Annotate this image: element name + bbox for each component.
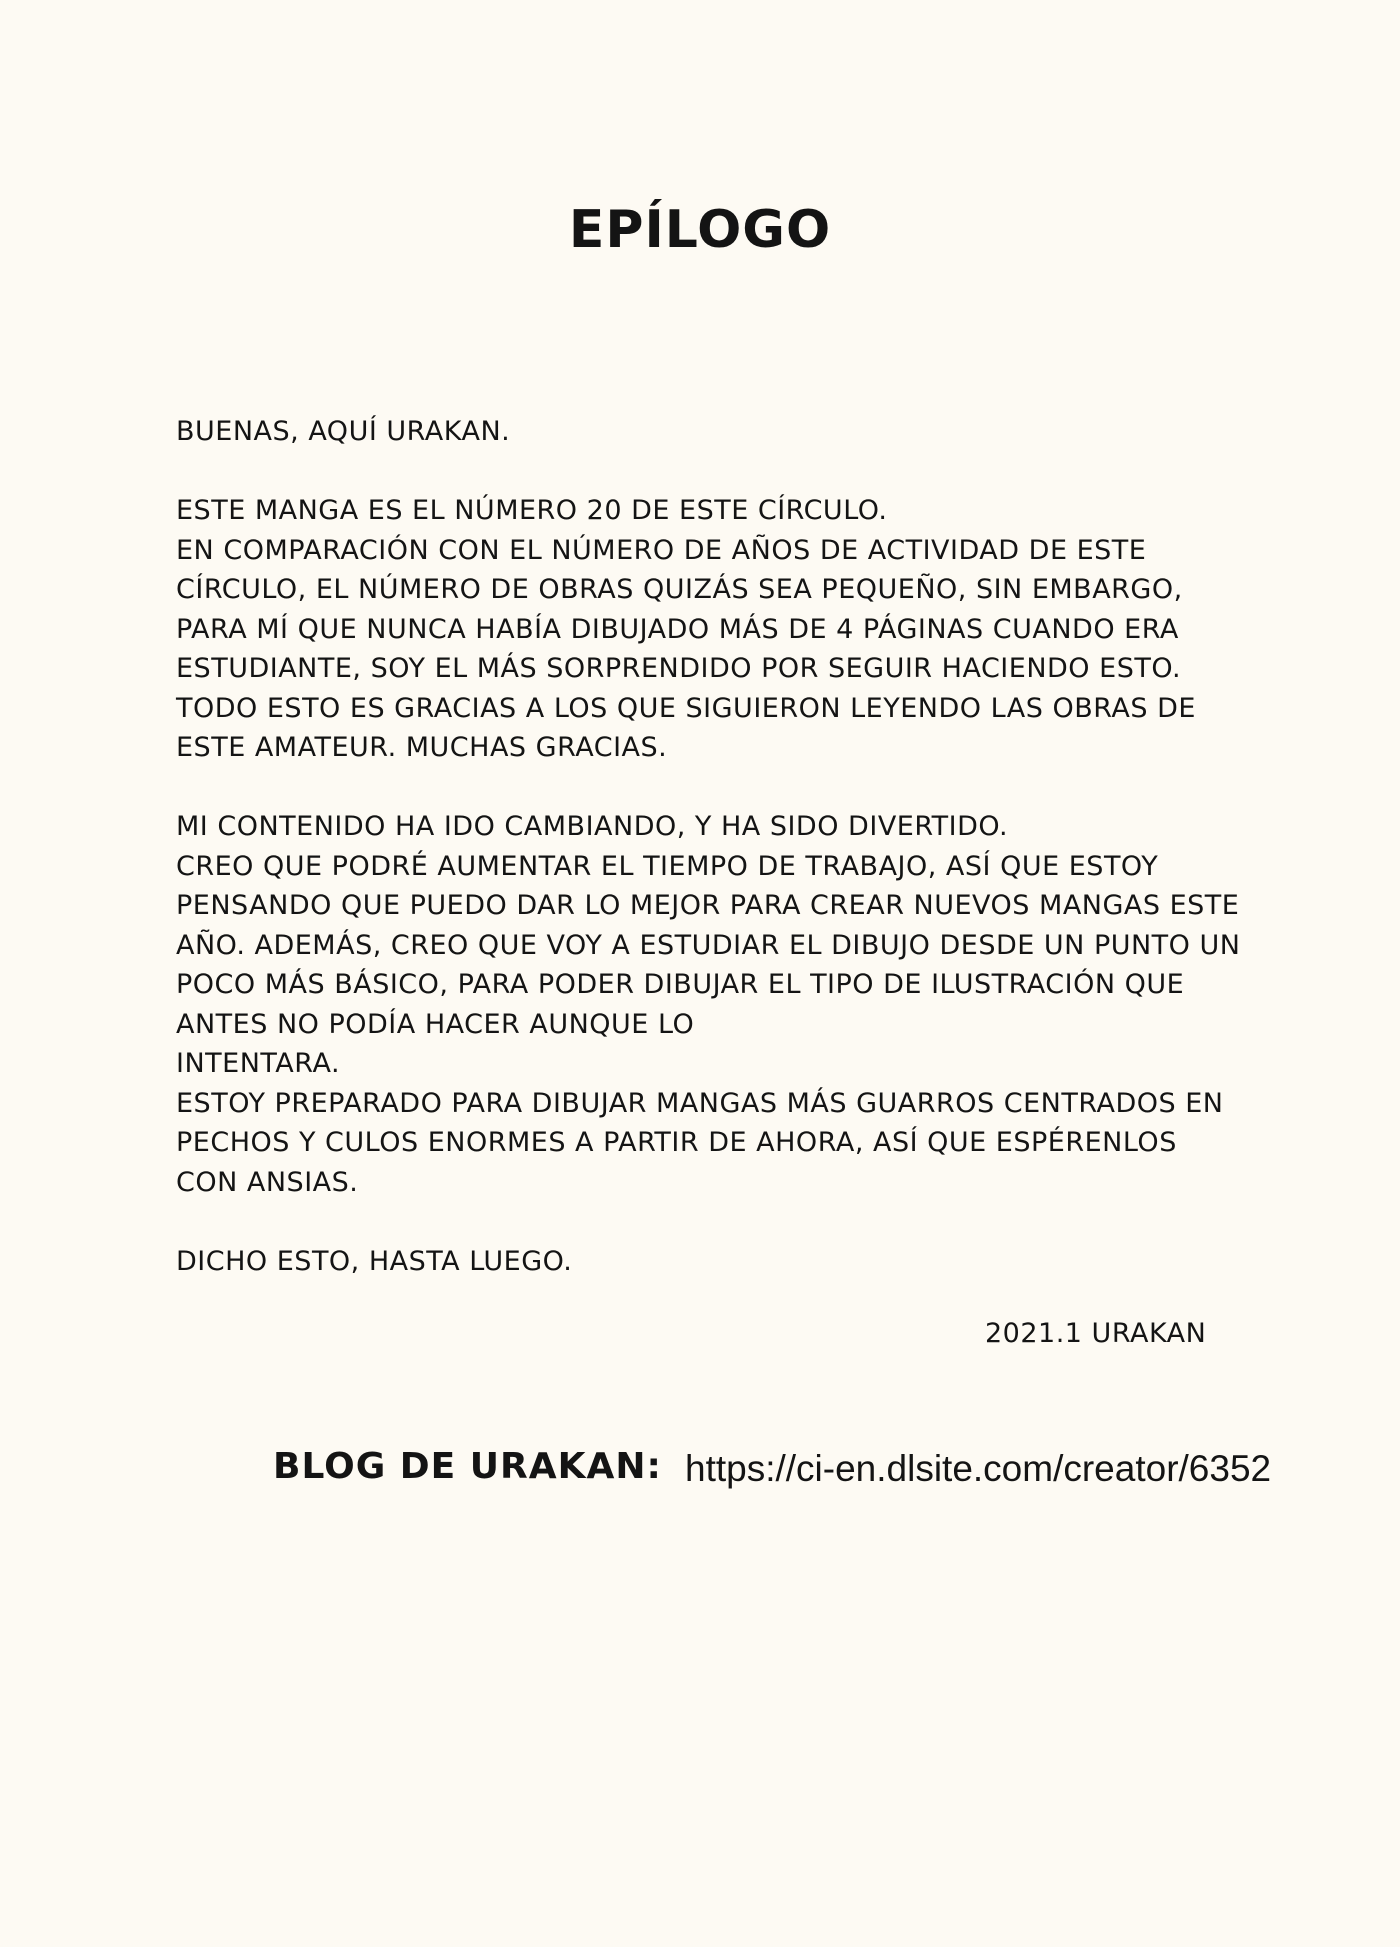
text-line: MI CONTENIDO HA IDO CAMBIANDO, Y HA SIDO DIVERTIDO. (176, 811, 1009, 842)
text-line: POCO MÁS BÁSICO, PARA PODER DIBUJAR EL TIPO DE ILUSTRACIÓN QUE (176, 969, 1185, 1000)
text-line: INTENTARA. (176, 1048, 341, 1079)
text-line: TODO ESTO ES GRACIAS A LOS QUE SIGUIERON LEYENDO LAS OBRAS DE (176, 692, 1196, 724)
text-line: ESTE MANGA ES EL NÚMERO 20 DE ESTE CÍRCULO. (176, 495, 888, 526)
blog-link[interactable]: https://ci-en.dlsite.com/creator/6352 (685, 1448, 1272, 1489)
blog-label: BLOG DE URAKAN: (273, 1446, 662, 1487)
text-line: CREO QUE PODRÉ AUMENTAR EL TIEMPO DE TRABAJO, ASÍ QUE ESTOY (176, 850, 1159, 882)
paragraph (176, 1242, 1306, 1282)
text-line: DICHO ESTO, HASTA LUEGO. (176, 1245, 573, 1277)
signature: 2021.1 URAKAN (985, 1318, 1207, 1349)
text-line: CÍRCULO, EL NÚMERO DE OBRAS QUIZÁS SEA PEQUEÑO, SIN EMBARGO, (176, 574, 1183, 605)
text-line: CON ANSIAS. (176, 1166, 359, 1198)
text-line: PENSANDO QUE PUEDO DAR LO MEJOR PARA CREAR NUEVOS MANGAS ESTE (176, 890, 1240, 921)
paragraph (176, 491, 1306, 768)
paragraph (176, 412, 1306, 452)
text-line: BUENAS, AQUÍ URAKAN. (176, 416, 511, 447)
paragraph (176, 807, 1306, 1202)
text-line: AÑO. ADEMÁS, CREO QUE VOY A ESTUDIAR EL DIBUJO DESDE UN PUNTO UN (176, 929, 1241, 961)
text-line: ESTE AMATEUR. MUCHAS GRACIAS. (176, 732, 668, 763)
text-line: ESTUDIANTE, SOY EL MÁS SORPRENDIDO POR SEGUIR HACIENDO ESTO. (176, 653, 1182, 684)
page-title: EPÍLOGO (568, 200, 832, 260)
epilogue-body (176, 412, 1306, 1321)
text-line: ESTOY PREPARADO PARA DIBUJAR MANGAS MÁS GUARROS CENTRADOS EN (176, 1087, 1224, 1119)
text-line: ANTES NO PODÍA HACER AUNQUE LO (176, 1008, 695, 1040)
text-line: EN COMPARACIÓN CON EL NÚMERO DE AÑOS DE ACTIVIDAD DE ESTE (176, 534, 1147, 566)
text-line: PARA MÍ QUE NUNCA HABÍA DIBUJADO MÁS DE 4 PÁGINAS CUANDO ERA (176, 613, 1179, 645)
text-line: PECHOS Y CULOS ENORMES A PARTIR DE AHORA, ASÍ QUE ESPÉRENLOS (176, 1127, 1177, 1158)
